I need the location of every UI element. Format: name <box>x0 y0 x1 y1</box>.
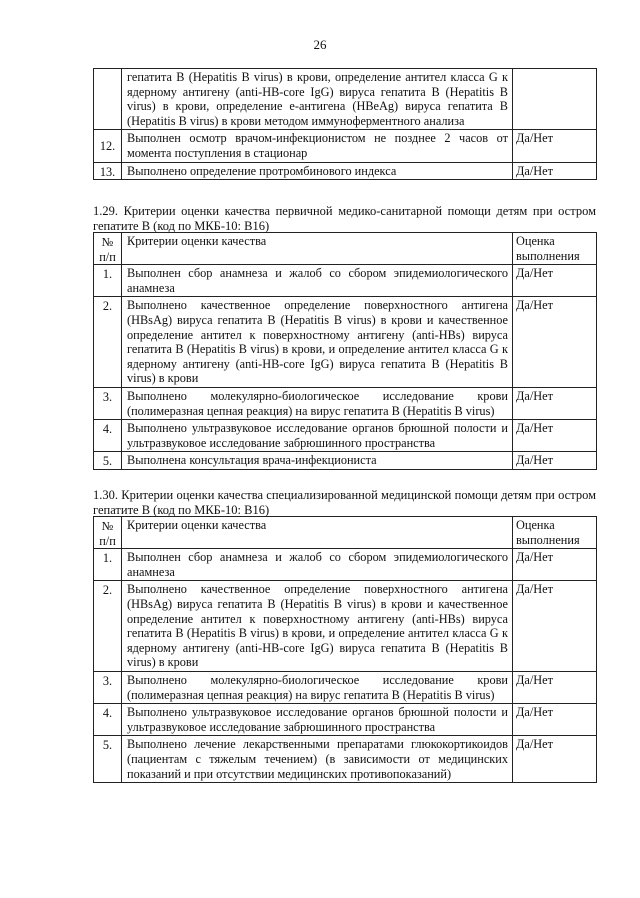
criterion-text: Выполнен осмотр врачом-инфекционистом не позднее 2 часов от момента поступления в стационар <box>122 130 513 162</box>
page-number: 26 <box>313 37 327 52</box>
header-criteria: Критерии оценки качества <box>122 517 513 549</box>
table-row <box>94 69 597 130</box>
row-number: 13. <box>94 162 122 180</box>
row-number: 4. <box>94 420 122 452</box>
row-number: 2. <box>94 581 122 672</box>
row-number <box>94 69 122 130</box>
section-title-1-29: 1.29. Критерии оценки качества первичной медико-санитарной помощи детям при остром гепатите В (код по МКБ-10: В16) <box>93 204 596 233</box>
criterion-result: Да/Нет <box>513 162 597 180</box>
table-header-row <box>94 233 597 265</box>
table-row <box>94 130 597 162</box>
row-number: 2. <box>94 297 122 388</box>
criteria-table-1-29 <box>93 232 597 470</box>
table-header-row <box>94 517 597 549</box>
table-row <box>94 265 597 297</box>
criteria-table-1-30 <box>93 516 597 783</box>
criterion-text: Выполнен сбор анамнеза и жалоб со сбором эпидемиологического анамнеза <box>122 549 513 581</box>
header-result: Оценка выполнения <box>513 517 597 549</box>
table-row <box>94 671 597 703</box>
table-row <box>94 452 597 470</box>
table-row <box>94 162 597 180</box>
criterion-text: Выполнено молекулярно-биологическое исследование крови (полимеразная цепная реакция) на вирус гепатита B (Hepatitis B virus) <box>122 387 513 419</box>
criterion-text: Выполнено качественное определение поверхностного антигена (HBsAg) вируса гепатита B (Hepatitis B virus) в крови и качественное определение антител к поверхностному антигену (anti-HBs) вируса гепатита B (Hepatitis B virus) в крови, и определение антител класса G к ядерному антигену (anti-HB-core IgG) вируса гепатита B (Hepatitis B virus) в крови <box>122 297 513 388</box>
row-number: 5. <box>94 736 122 783</box>
row-number: 3. <box>94 387 122 419</box>
criterion-result <box>513 69 597 130</box>
criterion-result: Да/Нет <box>513 581 597 672</box>
table-row <box>94 736 597 783</box>
table-row <box>94 297 597 388</box>
section-title-1-30: 1.30. Критерии оценки качества специализированной медицинской помощи детям при остром гепатите В (код по МКБ-10: В16) <box>93 488 596 517</box>
criterion-result: Да/Нет <box>513 671 597 703</box>
row-number: 4. <box>94 704 122 736</box>
table-row <box>94 420 597 452</box>
criterion-result: Да/Нет <box>513 387 597 419</box>
table-row <box>94 387 597 419</box>
table-row <box>94 581 597 672</box>
criterion-result: Да/Нет <box>513 130 597 162</box>
header-number: № п/п <box>94 517 122 549</box>
criterion-result: Да/Нет <box>513 265 597 297</box>
row-number: 1. <box>94 265 122 297</box>
criteria-table-continued <box>93 68 597 180</box>
criterion-result: Да/Нет <box>513 704 597 736</box>
criterion-text: Выполнено лечение лекарственными препаратами глюкокортикоидов (пациентам с тяжелым течением) (в зависимости от медицинских показаний и при отсутствии медицинских противопоказаний) <box>122 736 513 783</box>
criterion-result: Да/Нет <box>513 736 597 783</box>
table-row <box>94 704 597 736</box>
row-number: 1. <box>94 549 122 581</box>
row-number: 12. <box>94 130 122 162</box>
criterion-text: Выполнено определение протромбинового индекса <box>122 162 513 180</box>
criterion-text: гепатита В (Hepatitis B virus) в крови, определение антител класса G к ядерному антигену (anti-HB-core IgG) вируса гепатита B (Hepatitis B virus) в крови, определение e-антигена (HBeAg) вируса гепатита B (Hepatitis B virus) в крови методом иммуноферментного анализа <box>122 69 513 130</box>
header-criteria: Критерии оценки качества <box>122 233 513 265</box>
criterion-result: Да/Нет <box>513 297 597 388</box>
criterion-text: Выполнено молекулярно-биологическое исследование крови (полимеразная цепная реакция) на вирус гепатита B (Hepatitis B virus) <box>122 671 513 703</box>
header-result: Оценка выполнения <box>513 233 597 265</box>
row-number: 5. <box>94 452 122 470</box>
criterion-text: Выполнено качественное определение поверхностного антигена (HBsAg) вируса гепатита B (Hepatitis B virus) в крови и качественное определение антител к поверхностному антигену (anti-HBs) вируса гепатита B (Hepatitis B virus) в крови, и определение антител класса G к ядерному антигену (anti-HB-core IgG) вируса гепатита B (Hepatitis B virus) в крови <box>122 581 513 672</box>
criterion-result: Да/Нет <box>513 420 597 452</box>
criterion-text: Выполнена консультация врача-инфекциониста <box>122 452 513 470</box>
criterion-text: Выполнено ультразвуковое исследование органов брюшной полости и ультразвуковое исследование забрюшинного пространства <box>122 420 513 452</box>
criterion-result: Да/Нет <box>513 452 597 470</box>
criterion-result: Да/Нет <box>513 549 597 581</box>
row-number: 3. <box>94 671 122 703</box>
header-number: № п/п <box>94 233 122 265</box>
criterion-text: Выполнен сбор анамнеза и жалоб со сбором эпидемиологического анамнеза <box>122 265 513 297</box>
criterion-text: Выполнено ультразвуковое исследование органов брюшной полости и ультразвуковое исследование забрюшинного пространства <box>122 704 513 736</box>
table-row <box>94 549 597 581</box>
